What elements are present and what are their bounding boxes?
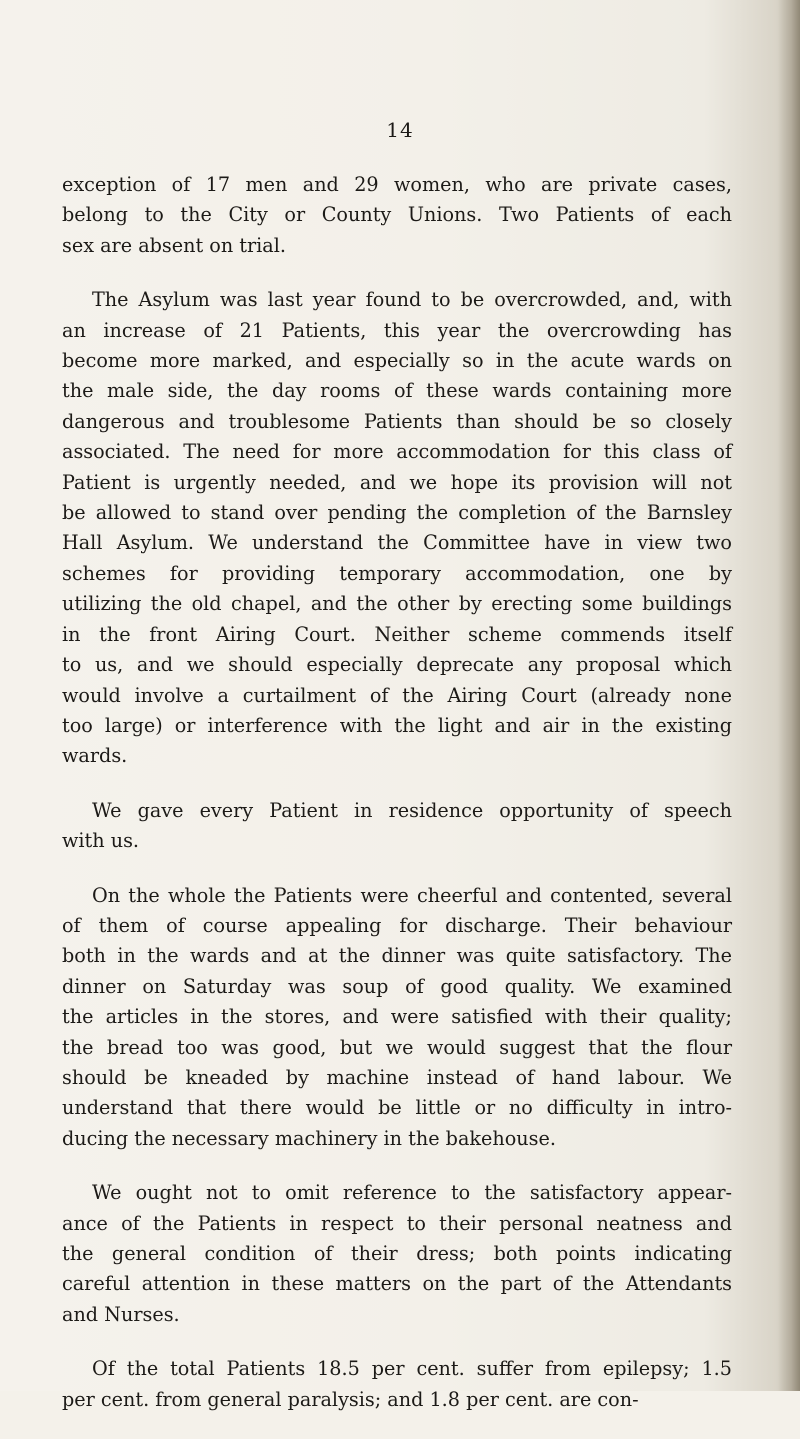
- text-line: careful attention in these matters on the part of the Attendants: [62, 1272, 732, 1296]
- text-line: wards.: [62, 744, 128, 768]
- text-line: the bread too was good, but we would suggest that the flour: [62, 1035, 732, 1059]
- text-line: with us.: [62, 829, 140, 853]
- text-line: the articles in the stores, and were satisfied with their quality;: [62, 1005, 732, 1029]
- paragraph: [62, 1354, 732, 1415]
- text-line: the male side, the day rooms of these wards containing more: [62, 379, 732, 403]
- text-line: both in the wards and at the dinner was quite satisfactory. The: [62, 944, 732, 968]
- text-line: dangerous and troublesome Patients than should be so closely: [62, 409, 732, 433]
- paragraph: [62, 170, 732, 261]
- text-line: be allowed to stand over pending the completion of the Barnsley: [62, 501, 732, 525]
- text-line: per cent. from general paralysis; and 1.8 per cent. are con-: [62, 1387, 639, 1411]
- text-line: an increase of 21 Patients, this year the overcrowding has: [62, 318, 732, 342]
- text-line: We gave every Patient in residence opportunity of speech: [92, 798, 732, 822]
- text-line: in the front Airing Court. Neither scheme commends itself: [62, 622, 732, 646]
- text-line: Patient is urgently needed, and we hope its provision will not: [62, 470, 732, 494]
- text-line: schemes for providing temporary accommodation, one by: [62, 561, 732, 585]
- paragraph: [62, 881, 732, 1155]
- text-line: associated. The need for more accommodation for this class of: [62, 440, 732, 464]
- text-line: belong to the City or County Unions. Two Patients of each: [62, 203, 732, 227]
- page-edge-shadow: [778, 0, 800, 1391]
- text-line: of them of course appealing for discharge. Their behaviour: [62, 913, 732, 937]
- text-line: understand that there would be little or no difficulty in intro-: [62, 1096, 732, 1120]
- text-line: would involve a curtailment of the Airing Court (already none: [62, 683, 732, 707]
- text-line: utilizing the old chapel, and the other by erecting some buildings: [62, 592, 732, 616]
- text-line: and Nurses.: [62, 1302, 180, 1326]
- paragraph: [62, 285, 732, 772]
- text-line: exception of 17 men and 29 women, who are private cases,: [62, 173, 732, 196]
- text-line: ducing the necessary machinery in the bakehouse.: [62, 1126, 556, 1150]
- text-line: to us, and we should especially deprecate any proposal which: [62, 653, 732, 677]
- text-line: ance of the Patients in respect to their personal neatness and: [62, 1211, 732, 1235]
- paragraph: [62, 796, 732, 857]
- text-line: should be kneaded by machine instead of hand labour. We: [62, 1065, 732, 1089]
- text-line: dinner on Saturday was soup of good quality. We examined: [62, 974, 732, 998]
- text-line: The Asylum was last year found to be overcrowded, and, with: [92, 288, 732, 312]
- text-line: become more marked, and especially so in the acute wards on: [62, 349, 732, 373]
- text-line: Hall Asylum. We understand the Committee have in view two: [62, 531, 732, 555]
- text-line: On the whole the Patients were cheerful and contented, several: [92, 883, 732, 907]
- text-line: We ought not to omit reference to the satisfactory appear-: [92, 1181, 732, 1205]
- page-number: 14: [386, 118, 414, 142]
- body-text: [62, 170, 732, 1439]
- text-line: sex are absent on trial.: [62, 233, 286, 257]
- text-line: the general condition of their dress; both points indicating: [62, 1242, 732, 1265]
- text-line: too large) or interference with the light and air in the existing: [62, 713, 732, 737]
- text-line: Of the total Patients 18.5 per cent. suffer from epilepsy; 1.5: [92, 1357, 732, 1381]
- paragraph: [62, 1178, 732, 1330]
